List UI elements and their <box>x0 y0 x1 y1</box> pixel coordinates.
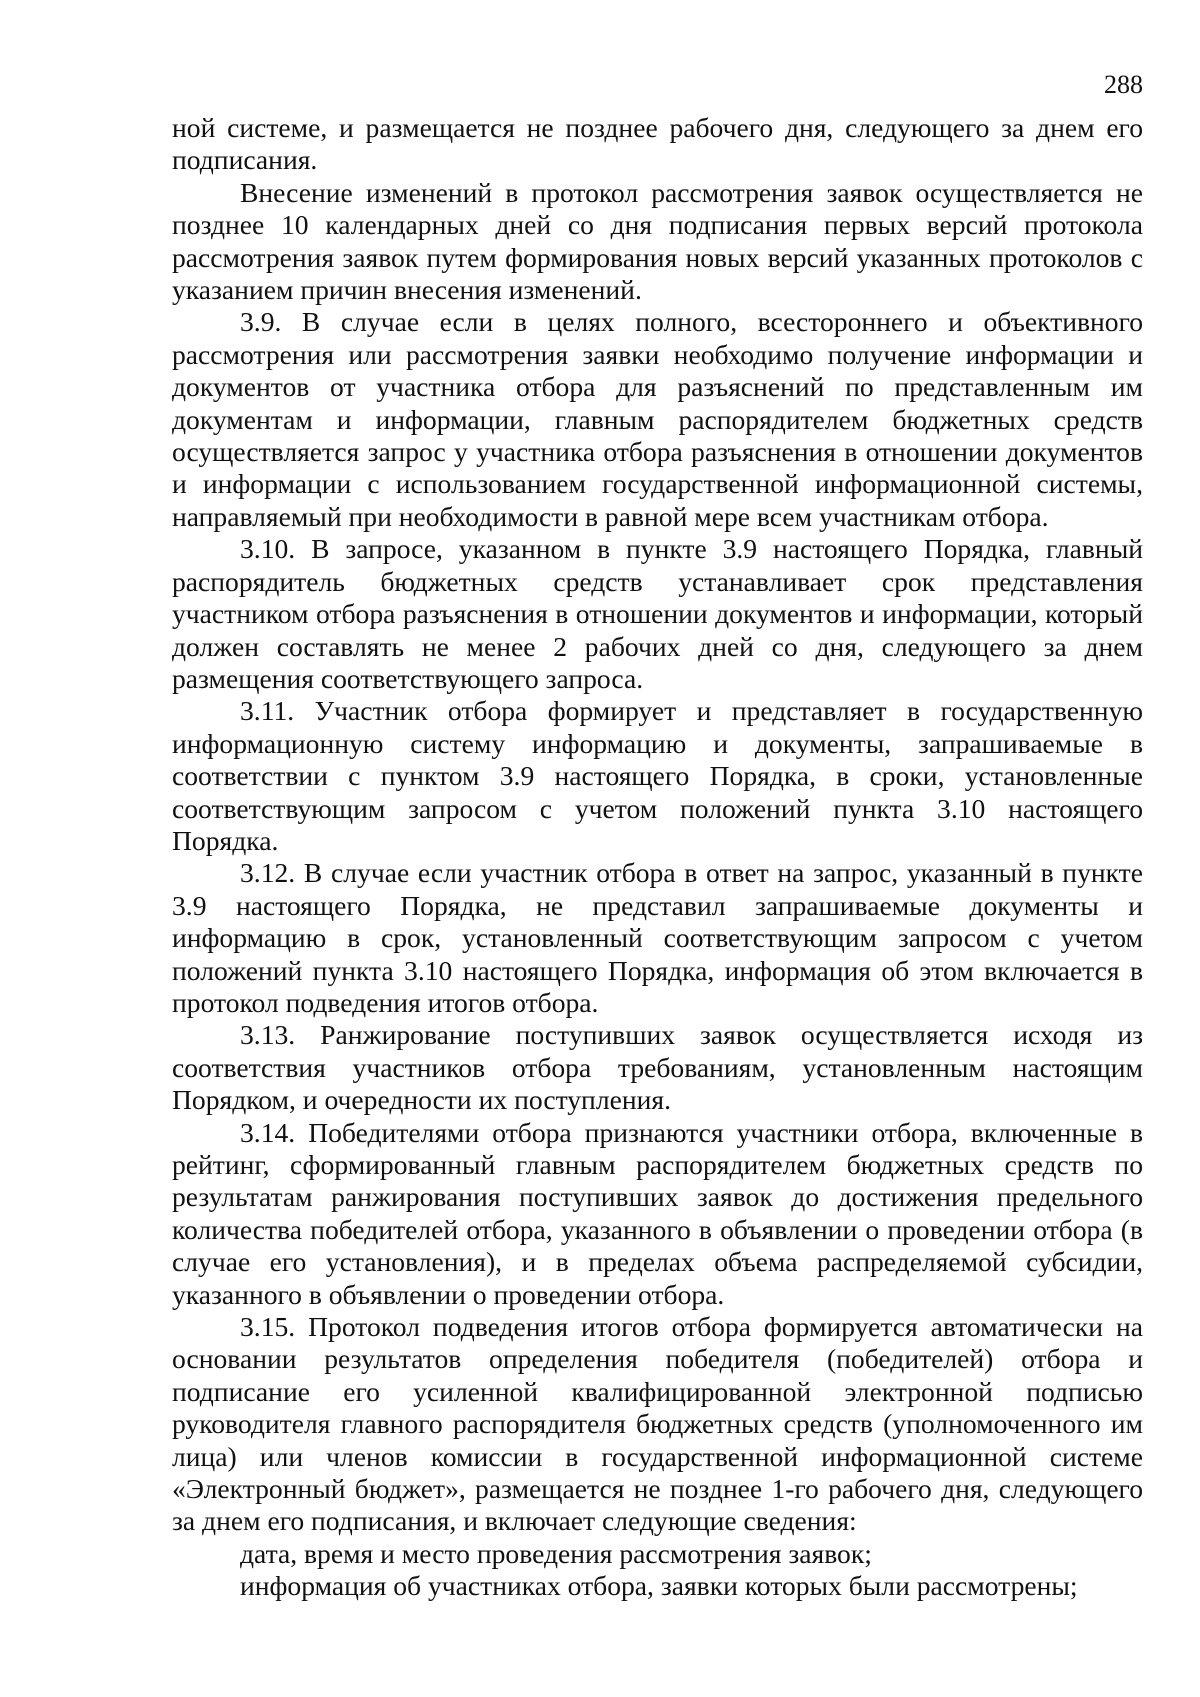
paragraph-protocol-changes: Внесение изменений в протокол рассмотрения заявок осуществляется не позднее 10 календарных дней со дня подписания первых версий протокола рассмотрения заявок путем формирования новых версий указанных протоколов с указанием причин внесения изменений. <box>172 176 1143 306</box>
paragraph-3-14: 3.14. Победителями отбора признаются участники отбора, включенные в рейтинг, сформированный главным распорядителем бюджетных средств по результатам ранжирования поступивших заявок до достижения предельного количества победителей отбора, указанного в объявлении о проведении отбора (в случае его установления), и в пределах объема распределяемой субсидии, указанного в объявлении о проведении отбора. <box>172 1116 1143 1310</box>
paragraph-3-9: 3.9. В случае если в целях полного, всестороннего и объективного рассмотрения или рассмотрения заявки необходимо получение информации и документов от участника отбора для разъяснений по представленным им документам и информации, главным распорядителем бюджетных средств осуществляется запрос у участника отбора разъяснения в отношении документов и информации с использованием государственной информационной системы, направляемый при необходимости в равной мере всем участникам отбора. <box>172 306 1143 532</box>
page-number: 288 <box>1104 70 1143 99</box>
paragraph-3-15: 3.15. Протокол подведения итогов отбора формируется автоматически на основании результатов определения победителя (победителей) отбора и подписание его усиленной квалифицированной электронной подписью руководителя главного распорядителя бюджетных средств (уполномоченного им лица) или членов комиссии в государственной информационной системе «Электронный бюджет», размещается не позднее 1-го рабочего дня, следующего за днем его подписания, и включает следующие сведения: <box>172 1311 1143 1537</box>
list-item: информация об участниках отбора, заявки которых были рассмотрены; <box>240 1570 1078 1602</box>
paragraph-3-11: 3.11. Участник отбора формирует и представляет в государственную информационную систему информацию и документы, запрашиваемые в соответствии с пунктом 3.9 настоящего Порядка, в сроки, установленные соответствующим запросом с учетом положений пункта 3.10 настоящего Порядка. <box>172 695 1143 856</box>
paragraph-3-12: 3.12. В случае если участник отбора в ответ на запрос, указанный в пункте 3.9 настоящего Порядка, не представил запрашиваемые документы и информацию в срок, установленный соответствующим запросом с учетом положений пункта 3.10 настоящего Порядка, информация об этом включается в протокол подведения итогов отбора. <box>172 857 1143 1018</box>
paragraph-continuation: ной системе, и размещается не позднее рабочего дня, следующего за днем его подписания. <box>172 112 1143 176</box>
list-item: дата, время и место проведения рассмотрения заявок; <box>240 1537 872 1569</box>
paragraph-3-13: 3.13. Ранжирование поступивших заявок осуществляется исходя из соответствия участников отбора требованиям, установленным настоящим Порядком, и очередности их поступления. <box>172 1019 1143 1116</box>
paragraph-3-10: 3.10. В запросе, указанном в пункте 3.9 настоящего Порядка, главный распорядитель бюджетных средств устанавливает срок представления участником отбора разъяснения в отношении документов и информации, который должен составлять не менее 2 рабочих дней со дня, следующего за днем размещения соответствующего запроса. <box>172 533 1143 694</box>
document-text <box>172 112 1143 1603</box>
